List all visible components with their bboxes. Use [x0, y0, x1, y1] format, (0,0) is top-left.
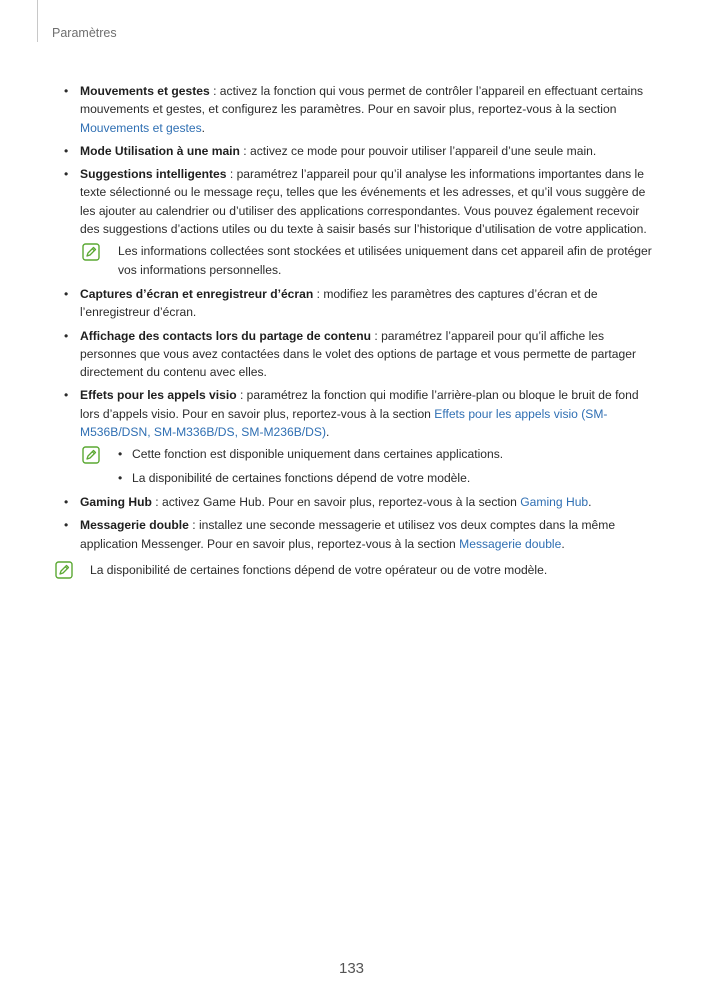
- bullet-glyph: •: [64, 143, 69, 158]
- list-item-mode-une-main: [58, 142, 658, 160]
- note-sub-item: [118, 469, 658, 487]
- bullet-glyph: •: [118, 470, 123, 485]
- term-mouvements-gestes: Mouvements et gestes: [80, 84, 210, 98]
- header-divider: [37, 0, 38, 42]
- punctuation: .: [588, 494, 592, 509]
- note-text: La disponibilité de certaines fonctions dépend de votre opérateur ou de votre modèle.: [90, 562, 548, 577]
- note-suggestions: [58, 242, 658, 279]
- punctuation: .: [325, 425, 330, 440]
- bullet-glyph: •: [118, 447, 123, 462]
- description-text: : paramétrez l’appareil pour qu’il affiche les personnes que vous avez contactées dans le volet des options de partage et vous permette de partager directement du contenu avec elles.: [80, 328, 636, 380]
- note-text: La disponibilité de certaines fonctions dépend de votre modèle.: [132, 470, 471, 485]
- list-item-gaming-hub: [58, 493, 658, 511]
- link-mouvements-gestes[interactable]: Mouvements et gestes: [80, 120, 202, 135]
- list-item-captures-ecran: [58, 285, 658, 322]
- term-effets-appels-visio: Effets pour les appels visio: [80, 388, 237, 403]
- punctuation: .: [201, 120, 206, 135]
- link-effets-appels-visio[interactable]: Effets pour les appels visio (SM-M536B/DSN, SM-M336B/DS, SM-M236B/DS): [80, 406, 608, 440]
- list-item-messagerie-double: [58, 516, 658, 553]
- punctuation: .: [561, 536, 565, 551]
- list-item-effets-appels-visio: [58, 386, 658, 441]
- note-sub-item: [118, 445, 658, 463]
- description-text: : installez une seconde messagerie et utilisez vos deux comptes dans la même application Messenger. Pour en savoir plus, reportez-vous à la section: [80, 518, 616, 551]
- bullet-glyph: •: [64, 167, 69, 182]
- description-text: : paramétrez la fonction qui modifie l’arrière-plan ou bloque le bruit de fond lors d’appels visio. Pour en savoir plus, reportez-vous à la section: [80, 388, 639, 421]
- note-pencil-icon: [82, 446, 100, 469]
- bullet-glyph: •: [64, 388, 69, 403]
- description-text: : activez la fonction qui vous permet de contrôler l’appareil en effectuant certains mouvements et gestes, et configurez les paramètres. Pour en savoir plus, reportez-vous à la section: [80, 84, 644, 117]
- term-affichage-contacts: Affichage des contacts lors du partage de contenu: [80, 328, 371, 343]
- link-gaming-hub[interactable]: Gaming Hub: [520, 494, 589, 509]
- bullet-glyph: •: [64, 494, 69, 509]
- note-pencil-icon: [82, 243, 100, 266]
- bullet-glyph: •: [64, 518, 69, 533]
- note-text: Les informations collectées sont stockées et utilisées uniquement dans cet appareil afin de protéger vos informations personnelles.: [118, 244, 652, 277]
- section-title: Paramètres: [52, 26, 117, 40]
- list-item-affichage-contacts: [58, 327, 658, 382]
- bullet-glyph: •: [64, 328, 69, 343]
- page-number: 133: [338, 960, 365, 977]
- term-mode-une-main: Mode Utilisation à une main: [80, 143, 240, 158]
- term-messagerie-double: Messagerie double: [80, 518, 189, 533]
- link-messagerie-double[interactable]: Messagerie double: [459, 536, 562, 551]
- description-text: : modifiez les paramètres des captures d’écran et de l’enregistreur d’écran.: [80, 286, 598, 320]
- description-text: : paramétrez l’appareil pour qu’il analyse les informations importantes dans le texte sélectionné ou le message reçu, telles que les événements et les adresses, et qu’il vous suggère de les ajouter au calendrier ou d’utiliser des applications correspondantes. Vous pouvez également recevoir des suggestions d’actions utiles ou du texte à saisir basés sur l’historique d’utilisation de votre application.: [80, 167, 647, 237]
- note-effets-appels-visio: [58, 445, 658, 487]
- term-suggestions: Suggestions intelligentes: [80, 167, 227, 182]
- description-text: : activez ce mode pour pouvoir utiliser l’appareil d’une seule main.: [239, 143, 597, 158]
- bullet-glyph: •: [64, 286, 69, 301]
- list-item-suggestions: [58, 165, 658, 238]
- description-text: : activez Game Hub. Pour en savoir plus, reportez-vous à la section: [151, 494, 521, 509]
- list-item-mouvements-gestes: [58, 82, 658, 137]
- note-pencil-icon: [55, 561, 73, 584]
- term-captures-ecran: Captures d’écran et enregistreur d’écran: [80, 286, 314, 301]
- bullet-glyph: •: [64, 84, 69, 98]
- page-content: [58, 82, 658, 579]
- term-gaming-hub: Gaming Hub: [80, 494, 152, 509]
- note-final: [58, 561, 658, 579]
- note-text: Cette fonction est disponible uniquement dans certaines applications.: [132, 447, 504, 462]
